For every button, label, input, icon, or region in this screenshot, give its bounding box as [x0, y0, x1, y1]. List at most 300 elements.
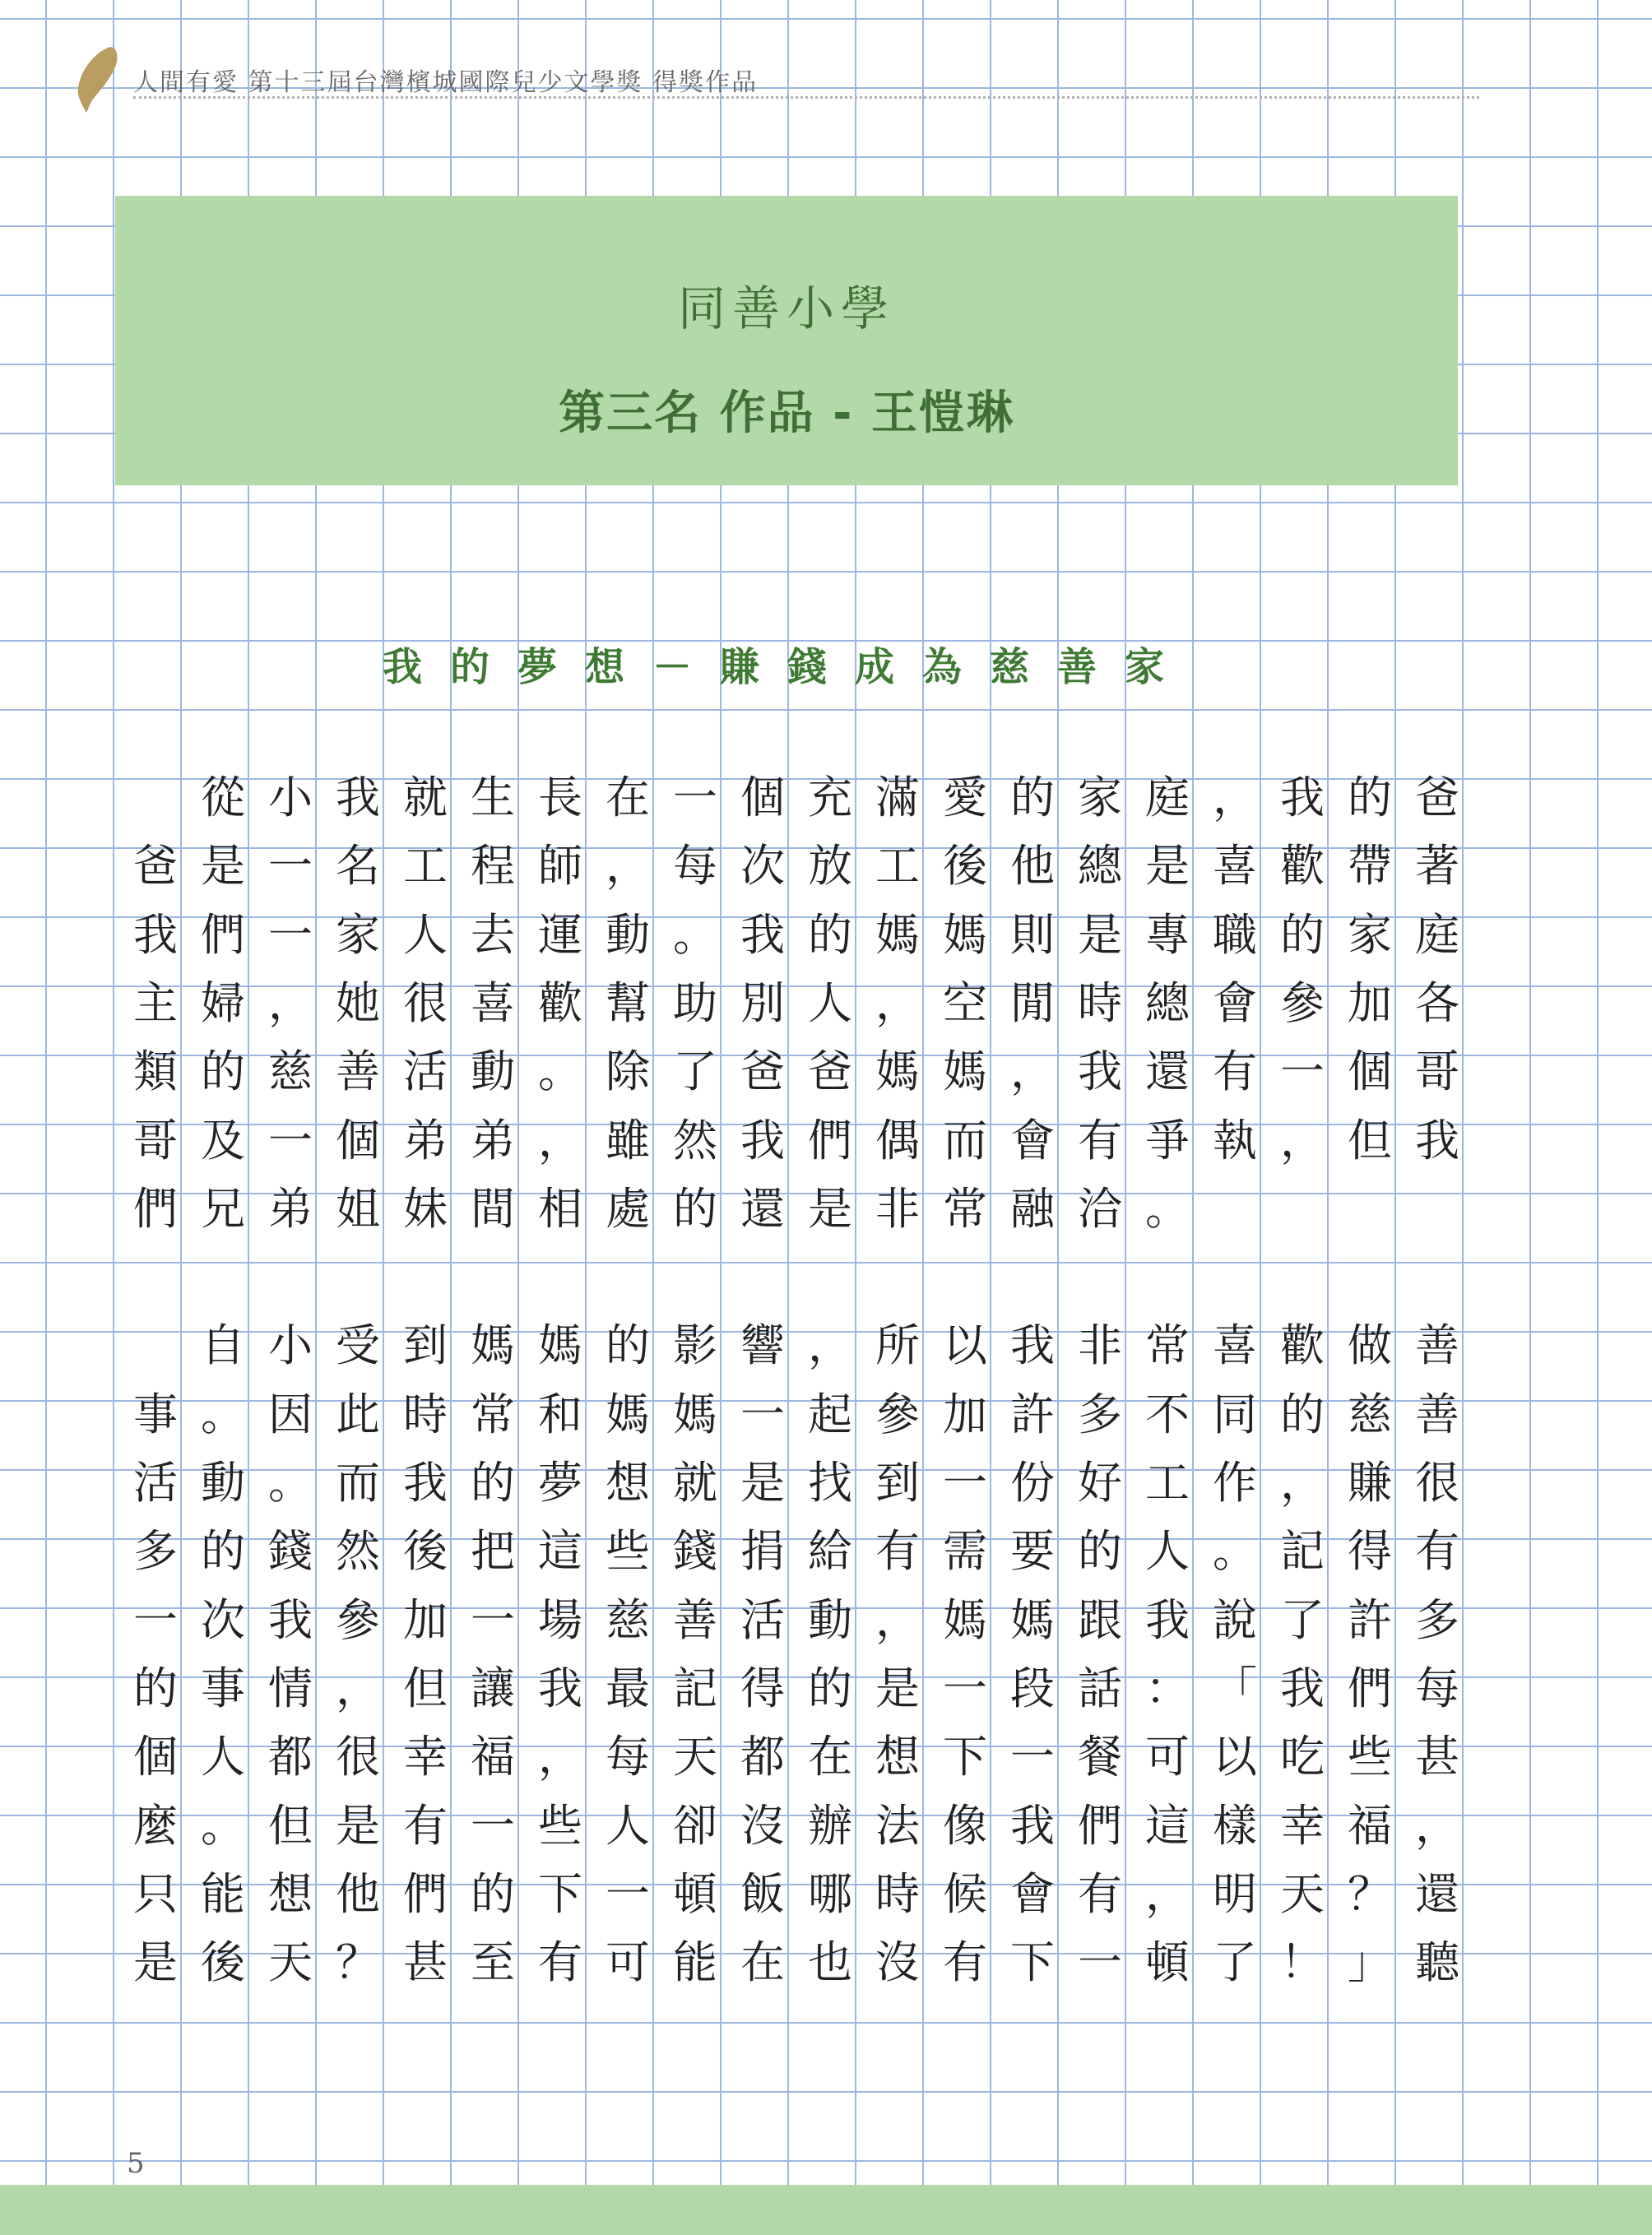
essay-char: 次 — [740, 840, 785, 892]
essay-char: 家 — [1348, 909, 1392, 961]
essay-char — [122, 1311, 189, 1380]
essay-char: 和 — [538, 1389, 582, 1440]
essay-char: 而 — [943, 1115, 987, 1166]
essay-char: 媽 — [471, 1319, 515, 1371]
essay-char: 歡 — [1280, 840, 1325, 892]
essay-char: 一 — [471, 1800, 515, 1852]
essay-char: 可 — [1145, 1731, 1190, 1783]
essay-char: 很 — [336, 1731, 380, 1783]
essay-char: 爸 — [740, 1046, 785, 1097]
essay-char: 因 — [268, 1389, 313, 1440]
essay-char: 每 — [1415, 1662, 1459, 1714]
essay-char: 下 — [538, 1868, 582, 1920]
essay-char: 他 — [336, 1868, 380, 1920]
essay-char: 最 — [606, 1662, 650, 1714]
essay-char: 沒 — [740, 1800, 785, 1852]
essay-char: 的 — [808, 1662, 852, 1714]
essay-line — [122, 1928, 1471, 1997]
essay-char: ， — [808, 1319, 852, 1371]
essay-char: 歡 — [538, 977, 582, 1029]
essay-char: 飯 — [740, 1868, 785, 1920]
essay-char: 會 — [1213, 977, 1257, 1029]
essay-char: 程 — [471, 840, 515, 892]
essay-char: 媽 — [943, 1046, 987, 1097]
essay-char: 非 — [1078, 1319, 1122, 1371]
essay-char: 參 — [875, 1389, 920, 1440]
essay-char: 愛 — [943, 772, 987, 823]
essay-char: 些 — [1348, 1731, 1392, 1783]
essay-char: 他 — [1010, 840, 1055, 892]
essay-char: 的 — [471, 1868, 515, 1920]
essay-char: 會 — [1010, 1115, 1055, 1166]
essay-char: 庭 — [1145, 772, 1190, 823]
essay-char: 事 — [133, 1389, 178, 1440]
essay-char: 加 — [1348, 977, 1392, 1029]
essay-char: 做 — [1348, 1319, 1392, 1371]
essay-char: 間 — [471, 1183, 515, 1235]
essay-line — [122, 1449, 1471, 1518]
essay-char: ， — [1415, 1800, 1459, 1852]
essay-char: 們 — [403, 1868, 448, 1920]
essay-char: 參 — [336, 1594, 380, 1646]
essay-char: 滿 — [875, 772, 920, 823]
essay-char: 段 — [1010, 1662, 1055, 1714]
essay-char: 常 — [1145, 1319, 1190, 1371]
essay-char: 一 — [268, 1115, 313, 1166]
essay-line — [122, 1860, 1471, 1929]
essay-char: 兄 — [201, 1183, 245, 1235]
essay-char: 但 — [403, 1662, 448, 1714]
essay-char: 活 — [133, 1457, 178, 1509]
essay-char: 我 — [740, 909, 785, 961]
essay-char: 融 — [1010, 1183, 1055, 1235]
essay-char: 場 — [538, 1594, 582, 1646]
essay-char: 還 — [1145, 1046, 1190, 1097]
essay-char: 所 — [875, 1319, 920, 1371]
essay-char: 把 — [471, 1525, 515, 1577]
essay-char: 一 — [1010, 1731, 1055, 1783]
essay-char: 主 — [133, 977, 178, 1029]
essay-char: 我 — [1280, 1662, 1325, 1714]
essay-char: 頓 — [1145, 1936, 1190, 1988]
header-dotted-rule — [133, 96, 1479, 99]
essay-char: 響 — [740, 1319, 785, 1371]
essay-char: 們 — [201, 909, 245, 961]
essay-char: 一 — [133, 1594, 178, 1646]
footer-bar — [0, 2185, 1652, 2235]
essay-char: 一 — [673, 772, 717, 823]
essay-char: 會 — [1010, 1868, 1055, 1920]
essay-char: 個 — [740, 772, 785, 823]
essay-char: 到 — [403, 1319, 448, 1371]
essay-char: 。 — [1145, 1183, 1190, 1235]
essay-line — [122, 1792, 1471, 1861]
essay-char: 然 — [336, 1525, 380, 1577]
essay-char: 了 — [1280, 1594, 1325, 1646]
essay-char: 人 — [808, 977, 852, 1029]
essay-line — [122, 1106, 1471, 1175]
essay-char: 個 — [1348, 1046, 1392, 1097]
essay-char: 們 — [1078, 1800, 1122, 1852]
essay-char: ， — [875, 1594, 920, 1646]
essay-char: 下 — [943, 1731, 987, 1783]
essay-char: 的 — [808, 909, 852, 961]
essay-char: 人 — [403, 909, 448, 961]
essay-char: 不 — [1145, 1389, 1190, 1440]
essay-char: 天 — [1280, 1868, 1325, 1920]
essay-char: ， — [1280, 1115, 1325, 1166]
essay-char: 帶 — [1348, 840, 1392, 892]
essay-char: 哥 — [1415, 1046, 1459, 1097]
essay-char: 我 — [133, 909, 178, 961]
essay-char: 只 — [133, 1868, 178, 1920]
essay-char: 餐 — [1078, 1731, 1122, 1783]
essay-char: 賺 — [1348, 1457, 1392, 1509]
essay-char: 媽 — [875, 909, 920, 961]
essay-char: 時 — [875, 1868, 920, 1920]
essay-char: 幸 — [403, 1731, 448, 1783]
essay-char: 也 — [808, 1936, 852, 1988]
essay-char: 一 — [268, 840, 313, 892]
essay-char: 許 — [1348, 1594, 1392, 1646]
essay-char: 職 — [1213, 909, 1257, 961]
essay-char: 以 — [943, 1319, 987, 1371]
essay-char — [122, 763, 189, 832]
essay-line — [122, 1311, 1471, 1380]
essay-char: 讓 — [471, 1662, 515, 1714]
essay-char: 多 — [133, 1525, 178, 1577]
essay-char: ？ — [1348, 1868, 1392, 1920]
essay-char: ， — [1145, 1868, 1190, 1920]
essay-char: 的 — [201, 1046, 245, 1097]
essay-char: 每 — [606, 1731, 650, 1783]
essay-char: 了 — [673, 1046, 717, 1097]
essay-char: 參 — [1280, 977, 1325, 1029]
essay-line — [122, 901, 1471, 970]
essay-char: 是 — [1078, 909, 1122, 961]
essay-char: ， — [875, 977, 920, 1029]
award-author-line: 第三名 作品 - 王愷琳 — [559, 387, 1014, 440]
essay-char: 得 — [740, 1662, 785, 1714]
essay-char: 說 — [1213, 1594, 1257, 1646]
essay-char: 後 — [943, 840, 987, 892]
essay-char: 我 — [538, 1662, 582, 1714]
essay-char: 而 — [336, 1457, 380, 1509]
essay-char: 是 — [808, 1183, 852, 1235]
essay-char: 名 — [336, 840, 380, 892]
essay-char: 總 — [1078, 840, 1122, 892]
title-box — [115, 196, 1458, 485]
essay-char: 」 — [1348, 1936, 1392, 1988]
essay-char: 從 — [201, 772, 245, 823]
essay-char: 總 — [1145, 977, 1190, 1029]
essay-char: 想 — [875, 1731, 920, 1783]
essay-char: 工 — [875, 840, 920, 892]
essay-char: 是 — [875, 1662, 920, 1714]
essay-char: 每 — [673, 840, 717, 892]
essay-char: 都 — [740, 1731, 785, 1783]
essay-char: 起 — [808, 1389, 852, 1440]
essay-char: 以 — [1213, 1731, 1257, 1783]
essay-char: 天 — [268, 1936, 313, 1988]
essay-char: 助 — [673, 977, 717, 1029]
essay-char: 我 — [268, 1594, 313, 1646]
essay-char: 份 — [1010, 1457, 1055, 1509]
essay-char: 弟 — [403, 1115, 448, 1166]
essay-char: 有 — [943, 1936, 987, 1988]
essay-char: 她 — [336, 977, 380, 1029]
essay-char: 影 — [673, 1319, 717, 1371]
essay-char: 爸 — [1415, 772, 1459, 823]
essay-char: 作 — [1213, 1457, 1257, 1509]
essay-char: 有 — [538, 1936, 582, 1988]
essay-char: 還 — [1415, 1868, 1459, 1920]
essay-char: 天 — [673, 1731, 717, 1783]
essay-char: 一 — [268, 909, 313, 961]
essay-char: 爸 — [133, 840, 178, 892]
essay-char: 候 — [943, 1868, 987, 1920]
essay-char: 的 — [673, 1183, 717, 1235]
essay-char: 有 — [1078, 1868, 1122, 1920]
essay-char: 慈 — [606, 1594, 650, 1646]
essay-char: 可 — [606, 1936, 650, 1988]
essay-char: 善 — [1415, 1319, 1459, 1371]
essay-char: 充 — [808, 772, 852, 823]
essay-char: 時 — [403, 1389, 448, 1440]
essay-char: 在 — [606, 772, 650, 823]
essay-char: 自 — [201, 1319, 245, 1371]
essay-char: 後 — [403, 1525, 448, 1577]
essay-char: 的 — [1280, 909, 1325, 961]
essay-char: 喜 — [471, 977, 515, 1029]
essay-char: 福 — [471, 1731, 515, 1783]
essay-char: 動 — [606, 909, 650, 961]
essay-char: 就 — [673, 1457, 717, 1509]
essay-char: 是 — [740, 1457, 785, 1509]
essay-char: 但 — [268, 1800, 313, 1852]
essay-char: 善 — [673, 1594, 717, 1646]
essay-char: 受 — [336, 1319, 380, 1371]
essay-char: 動 — [201, 1457, 245, 1509]
essay-char: 是 — [336, 1800, 380, 1852]
essay-char: 放 — [808, 840, 852, 892]
essay-char: 能 — [201, 1868, 245, 1920]
essay-char: ， — [336, 1662, 380, 1714]
essay-line — [122, 1380, 1471, 1449]
essay-char: 次 — [201, 1594, 245, 1646]
essay-char: 甚 — [403, 1936, 448, 1988]
essay-char: 相 — [538, 1183, 582, 1235]
essay-char: 空 — [943, 977, 987, 1029]
essay-char: 許 — [1010, 1389, 1055, 1440]
essay-char: 。 — [268, 1457, 313, 1509]
essay-char: 人 — [1145, 1525, 1190, 1577]
essay-char: 家 — [336, 909, 380, 961]
essay-char: 處 — [606, 1183, 650, 1235]
essay-line — [122, 1586, 1471, 1655]
essay-char: 福 — [1348, 1800, 1392, 1852]
essay-char: 一 — [943, 1457, 987, 1509]
essay-char: 的 — [133, 1662, 178, 1714]
essay-char: 「 — [1213, 1662, 1257, 1714]
essay-char: 個 — [133, 1731, 178, 1783]
essay-char: 像 — [943, 1800, 987, 1852]
essay-char: 歡 — [1280, 1319, 1325, 1371]
essay-char: 我 — [403, 1457, 448, 1509]
essay-char: 的 — [201, 1525, 245, 1577]
essay-char: 但 — [1348, 1115, 1392, 1166]
essay-char: 的 — [1010, 772, 1055, 823]
essay-char: 們 — [133, 1183, 178, 1235]
essay-char: 都 — [268, 1731, 313, 1783]
essay-char: 動 — [808, 1594, 852, 1646]
essay-char: 找 — [808, 1457, 852, 1509]
essay-char: 媽 — [875, 1046, 920, 1097]
essay-char: 時 — [1078, 977, 1122, 1029]
essay-char: 偶 — [875, 1115, 920, 1166]
essay-char: 家 — [1078, 772, 1122, 823]
essay-char: 別 — [740, 977, 785, 1029]
essay-char: 閒 — [1010, 977, 1055, 1029]
essay-char: 。 — [201, 1800, 245, 1852]
essay-char: 是 — [133, 1936, 178, 1988]
essay-char: 喜 — [1213, 840, 1257, 892]
essay-char: 甚 — [1415, 1731, 1459, 1783]
essay-char: 話 — [1078, 1662, 1122, 1714]
essay-char: 我 — [1415, 1115, 1459, 1166]
essay-line — [122, 763, 1471, 832]
essay-char: 需 — [943, 1525, 987, 1577]
essay-char: 的 — [1078, 1525, 1122, 1577]
essay-char: 各 — [1415, 977, 1459, 1029]
essay-char: ， — [1213, 772, 1257, 823]
essay-char: 的 — [471, 1457, 515, 1509]
essay-char: 多 — [1078, 1389, 1122, 1440]
essay-char: 慈 — [268, 1046, 313, 1097]
essay-char: 一 — [1078, 1936, 1122, 1988]
essay-char: 的 — [606, 1319, 650, 1371]
essay-char: 爭 — [1145, 1115, 1190, 1166]
essay-char: 跟 — [1078, 1594, 1122, 1646]
essay-char: 有 — [403, 1800, 448, 1852]
essay-char: 們 — [1348, 1662, 1392, 1714]
essay-char: 有 — [1078, 1115, 1122, 1166]
essay-char: 則 — [1010, 909, 1055, 961]
page-header — [72, 45, 1479, 103]
essay-char: 善 — [1415, 1389, 1459, 1440]
essay-char: 及 — [201, 1115, 245, 1166]
essay-char: 洽 — [1078, 1183, 1122, 1235]
essay-char: 我 — [336, 772, 380, 823]
essay-char: 庭 — [1415, 909, 1459, 961]
essay-char: ， — [268, 977, 313, 1029]
essay-char: 我 — [1010, 1319, 1055, 1371]
essay-char: 我 — [1145, 1594, 1190, 1646]
essay-char: ， — [1280, 1457, 1325, 1509]
essay-char: 一 — [943, 1662, 987, 1714]
essay-char: 專 — [1145, 909, 1190, 961]
essay-char: 在 — [740, 1936, 785, 1988]
essay-char: 姐 — [336, 1183, 380, 1235]
essay-char: 同 — [1213, 1389, 1257, 1440]
essay-char: 師 — [538, 840, 582, 892]
essay-char: 要 — [1010, 1525, 1055, 1577]
essay-char: 喜 — [1213, 1319, 1257, 1371]
essay-line — [122, 832, 1471, 901]
essay-char: 幫 — [606, 977, 650, 1029]
essay-char: 活 — [740, 1594, 785, 1646]
essay-char: 一 — [740, 1389, 785, 1440]
essay-char: 在 — [808, 1731, 852, 1783]
essay-char: 慈 — [1348, 1389, 1392, 1440]
essay-char: 聽 — [1415, 1936, 1459, 1988]
essay-char: 給 — [808, 1525, 852, 1577]
essay-char: 雖 — [606, 1115, 650, 1166]
essay-char: 錢 — [268, 1525, 313, 1577]
essay-char: 媽 — [1010, 1594, 1055, 1646]
essay-char: 些 — [606, 1525, 650, 1577]
essay-char: 卻 — [673, 1800, 717, 1852]
essay-char: 有 — [1415, 1525, 1459, 1577]
essay-char: 一 — [1280, 1046, 1325, 1097]
essay-char: 就 — [403, 772, 448, 823]
essay-char: 這 — [1145, 1800, 1190, 1852]
essay-char: 善 — [336, 1046, 380, 1097]
essay-char: 長 — [538, 772, 582, 823]
essay-char: 捐 — [740, 1525, 785, 1577]
essay-char: 一 — [471, 1594, 515, 1646]
essay-char: 了 — [1213, 1936, 1257, 1988]
essay-line — [122, 969, 1471, 1038]
essay-char: 是 — [201, 840, 245, 892]
essay-char: 一 — [606, 1868, 650, 1920]
essay-char: 想 — [606, 1457, 650, 1509]
essay-char: 媽 — [673, 1389, 717, 1440]
essay-char: 。 — [201, 1389, 245, 1440]
essay-char: 辦 — [808, 1800, 852, 1852]
essay-char: 到 — [875, 1457, 920, 1509]
essay-char: 們 — [808, 1115, 852, 1166]
essay-char: 有 — [875, 1525, 920, 1577]
essay-char: 弟 — [471, 1115, 515, 1166]
essay-title: 我的夢想－賺錢成為慈善家 — [382, 644, 1192, 690]
essay-char: 常 — [471, 1389, 515, 1440]
essay-char: ， — [538, 1731, 582, 1783]
essay-char: 小 — [268, 1319, 313, 1371]
essay-char: 有 — [1213, 1046, 1257, 1097]
essay-char: 好 — [1078, 1457, 1122, 1509]
essay-char: 媽 — [943, 909, 987, 961]
essay-char: 哥 — [133, 1115, 178, 1166]
school-name: 同善小學 — [677, 281, 895, 336]
essay-char: 非 — [875, 1183, 920, 1235]
header-title: 人間有愛 第十三屆台灣檳城國際兒少文學獎 得獎作品 — [133, 68, 759, 97]
essay-char: ？ — [336, 1936, 380, 1988]
essay-char: 吃 — [1280, 1731, 1325, 1783]
essay-char: 媽 — [538, 1319, 582, 1371]
essay-char: 。 — [673, 909, 717, 961]
essay-char: 著 — [1415, 840, 1459, 892]
essay-char: 人 — [201, 1731, 245, 1783]
essay-char: 妹 — [403, 1183, 448, 1235]
essay-char: ， — [538, 1115, 582, 1166]
essay-char: 的 — [1348, 772, 1392, 823]
essay-char: 至 — [471, 1936, 515, 1988]
essay-char: 小 — [268, 772, 313, 823]
essay-char: 得 — [1348, 1525, 1392, 1577]
essay-char: 活 — [403, 1046, 448, 1097]
essay-char: 去 — [471, 909, 515, 961]
